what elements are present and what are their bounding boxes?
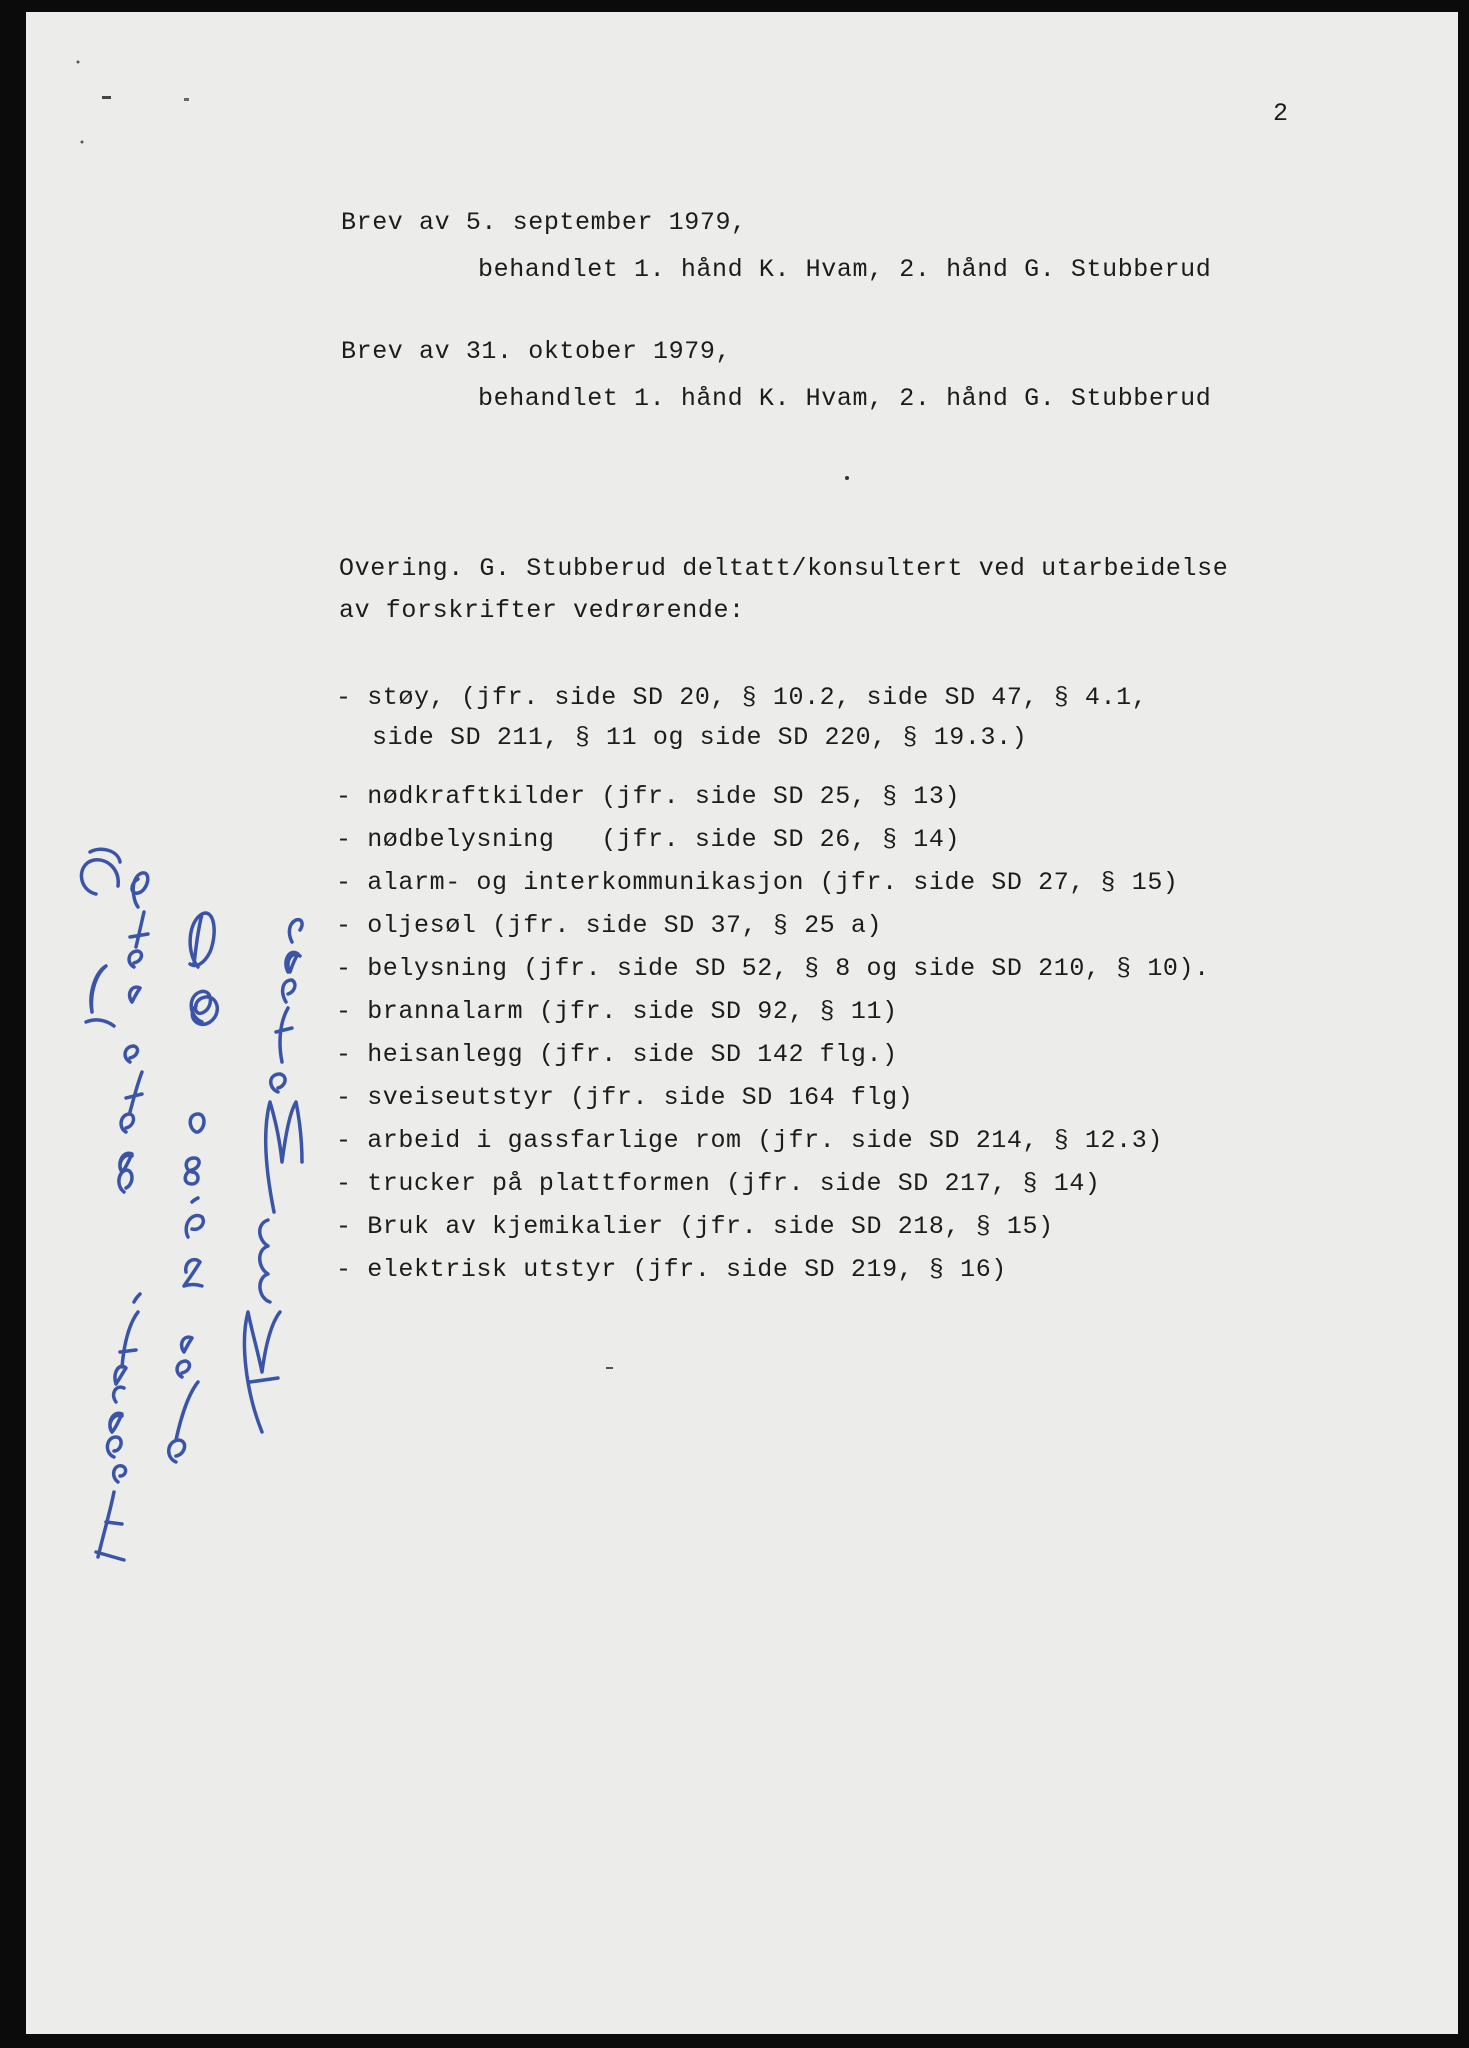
letter-line-2: Brev av 31. oktober 1979,	[341, 337, 732, 366]
list-item: - støy, (jfr. side SD 20, § 10.2, side SD 47, § 4.1,	[336, 683, 1148, 712]
list-item: - arbeid i gassfarlige rom (jfr. side SD 214, § 12.3)	[336, 1126, 1163, 1155]
intro-line-2: av forskrifter vedrørende:	[339, 596, 745, 625]
handwritten-margin-note	[26, 12, 366, 2034]
list-item: - Bruk av kjemikalier (jfr. side SD 218, § 15)	[336, 1212, 1054, 1241]
document-page	[26, 12, 1458, 2034]
list-item-continuation: side SD 211, § 11 og side SD 220, § 19.3.)	[372, 723, 1028, 752]
list-item: - oljesøl (jfr. side SD 37, § 25 a)	[336, 911, 883, 940]
letter-line-1: Brev av 5. september 1979,	[341, 208, 747, 237]
intro-line-1: Overing. G. Stubberud deltatt/konsultert ved utarbeidelse	[339, 554, 1229, 583]
list-item: - belysning (jfr. side SD 52, § 8 og side SD 210, § 10).	[336, 954, 1210, 983]
list-item: - nødkraftkilder (jfr. side SD 25, § 13)	[336, 782, 961, 811]
letter-detail-2: behandlet 1. hånd K. Hvam, 2. hånd G. Stubberud	[478, 384, 1212, 413]
list-item: - brannalarm (jfr. side SD 92, § 11)	[336, 997, 898, 1026]
page-number: 2	[1273, 99, 1289, 128]
list-item: - sveiseutstyr (jfr. side SD 164 flg)	[336, 1083, 914, 1112]
list-item: - trucker på plattformen (jfr. side SD 217, § 14)	[336, 1169, 1101, 1198]
list-item: - heisanlegg (jfr. side SD 142 flg.)	[336, 1040, 898, 1069]
letter-detail-1: behandlet 1. hånd K. Hvam, 2. hånd G. Stubberud	[478, 255, 1212, 284]
handwritten-signature-icon	[26, 12, 366, 2034]
list-item: - elektrisk utstyr (jfr. side SD 219, § 16)	[336, 1255, 1007, 1284]
list-item: - alarm- og interkommunikasjon (jfr. side SD 27, § 15)	[336, 868, 1179, 897]
list-item: - nødbelysning (jfr. side SD 26, § 14)	[336, 825, 961, 854]
